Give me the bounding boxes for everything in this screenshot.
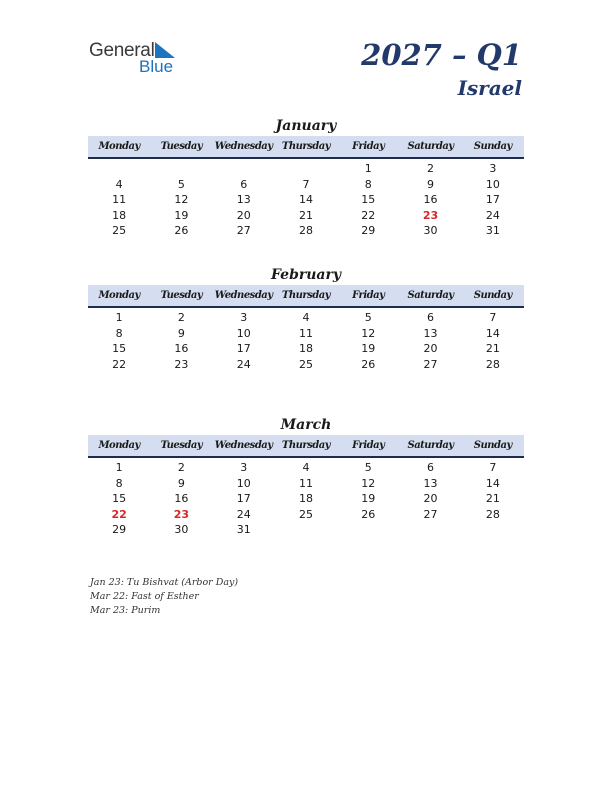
- day-cell: 24: [485, 208, 500, 222]
- day-cell: 4: [115, 177, 123, 191]
- day-cell: 16: [423, 193, 438, 207]
- day-cell: 11: [112, 193, 127, 207]
- weekday-label: Saturday: [407, 141, 454, 152]
- weekday-label: Thursday: [281, 141, 331, 152]
- day-cell: 14: [485, 326, 500, 340]
- week-row: [88, 310, 524, 326]
- day-cell: 6: [427, 461, 435, 475]
- month-title: February: [270, 267, 341, 283]
- week-row: [88, 341, 524, 357]
- week-row: [88, 177, 524, 193]
- day-cell: 26: [174, 224, 189, 238]
- day-cell: 18: [298, 342, 313, 356]
- day-cell: 27: [423, 357, 438, 371]
- day-cell: 11: [298, 476, 313, 490]
- day-cell: 8: [115, 326, 123, 340]
- day-cell: 3: [489, 162, 497, 176]
- weekday-label: Wednesday: [214, 440, 273, 451]
- week-row: [88, 161, 524, 177]
- day-cell: 26: [361, 357, 376, 371]
- weekday-label: Sunday: [473, 290, 512, 301]
- day-cell: 12: [174, 193, 189, 207]
- weekday-label: Thursday: [281, 290, 331, 301]
- day-cell: 31: [236, 523, 251, 537]
- day-cell: 27: [423, 507, 438, 521]
- day-cell: 28: [298, 224, 313, 238]
- month-title: January: [275, 118, 337, 134]
- day-cell: 17: [236, 492, 251, 506]
- day-cell: 30: [423, 224, 438, 238]
- day-cell: 2: [177, 311, 185, 325]
- day-cell: 6: [427, 311, 435, 325]
- day-cell: 10: [485, 177, 500, 191]
- day-cell: 15: [361, 193, 376, 207]
- day-cell: 19: [361, 492, 376, 506]
- day-cell: 5: [364, 311, 372, 325]
- holiday-note: Mar 22: Fast of Esther: [90, 591, 199, 602]
- day-cell: 7: [489, 311, 497, 325]
- weekday-label: Wednesday: [214, 141, 273, 152]
- weekday-label: Wednesday: [214, 290, 273, 301]
- day-cell: 13: [236, 193, 251, 207]
- week-row: [88, 507, 524, 523]
- day-cell: 13: [423, 326, 438, 340]
- weekday-label: Sunday: [473, 440, 512, 451]
- day-cell: 4: [302, 461, 310, 475]
- weekday-label: Tuesday: [160, 440, 203, 451]
- day-cell: 26: [361, 507, 376, 521]
- holiday-note: Mar 23: Purim: [90, 605, 161, 616]
- weekday-header: [88, 136, 524, 159]
- month-february: [88, 265, 524, 372]
- week-row: [88, 208, 524, 224]
- logo-text-blue: Blue: [139, 57, 174, 76]
- day-cell: 21: [298, 208, 313, 222]
- month-grid: [88, 161, 524, 239]
- day-cell: 1: [115, 311, 123, 325]
- holiday-note: Jan 23: Tu Bishvat (Arbor Day): [90, 577, 239, 588]
- day-cell: 22: [111, 507, 127, 521]
- day-cell: 17: [485, 193, 500, 207]
- day-cell: 10: [236, 326, 251, 340]
- week-row: [88, 326, 524, 342]
- day-cell: 2: [177, 461, 185, 475]
- day-cell: 25: [298, 507, 313, 521]
- day-cell: 31: [485, 224, 500, 238]
- day-cell: 20: [236, 208, 251, 222]
- month-march: [88, 415, 524, 538]
- day-cell: 22: [361, 208, 376, 222]
- week-row: [88, 192, 524, 208]
- day-cell: 7: [302, 177, 310, 191]
- day-cell: 12: [361, 476, 376, 490]
- day-cell: 22: [112, 357, 127, 371]
- weekday-label: Sunday: [473, 141, 512, 152]
- day-cell: 18: [298, 492, 313, 506]
- day-cell: 19: [361, 342, 376, 356]
- holiday-notes: [90, 576, 238, 618]
- day-cell: 9: [427, 177, 435, 191]
- day-cell: 16: [174, 342, 189, 356]
- weekday-label: Monday: [98, 440, 140, 451]
- weekday-label: Saturday: [407, 290, 454, 301]
- country-name: Israel: [457, 76, 522, 100]
- day-cell: 23: [174, 357, 189, 371]
- day-cell: 25: [112, 224, 127, 238]
- day-cell: 3: [240, 461, 248, 475]
- weekday-label: Monday: [98, 141, 140, 152]
- day-cell: 9: [177, 326, 185, 340]
- day-cell: 12: [361, 326, 376, 340]
- day-cell: 15: [112, 492, 127, 506]
- day-cell: 20: [423, 492, 438, 506]
- day-cell: 16: [174, 492, 189, 506]
- day-cell: 29: [361, 224, 376, 238]
- day-cell: 2: [427, 162, 435, 176]
- weekday-label: Tuesday: [160, 290, 203, 301]
- day-cell: 11: [298, 326, 313, 340]
- weekday-label: Friday: [352, 440, 385, 451]
- day-cell: 4: [302, 311, 310, 325]
- day-cell: 23: [173, 507, 190, 521]
- weekday-label: Tuesday: [160, 141, 203, 152]
- day-cell: 18: [112, 208, 127, 222]
- day-cell: 8: [364, 177, 372, 191]
- day-cell: 24: [236, 507, 251, 521]
- week-row: [88, 491, 524, 507]
- day-cell: 15: [112, 342, 127, 356]
- month-grid: [88, 310, 524, 372]
- logo-text-general: General: [89, 40, 155, 61]
- day-cell: 28: [485, 357, 500, 371]
- day-cell: 1: [364, 162, 372, 176]
- day-cell: 5: [177, 177, 185, 191]
- day-cell: 23: [422, 208, 439, 222]
- day-cell: 24: [236, 357, 251, 371]
- weekday-label: Saturday: [407, 440, 454, 451]
- day-cell: 28: [485, 507, 500, 521]
- day-cell: 30: [174, 523, 189, 537]
- day-cell: 19: [174, 208, 189, 222]
- day-cell: 21: [485, 342, 500, 356]
- day-cell: 1: [115, 461, 123, 475]
- day-cell: 29: [112, 523, 127, 537]
- page-title: 2027 – Q1: [361, 38, 522, 72]
- week-row: [88, 223, 524, 239]
- month-grid: [88, 460, 524, 538]
- day-cell: 13: [423, 476, 438, 490]
- day-cell: 14: [298, 193, 313, 207]
- weekday-label: Friday: [352, 141, 385, 152]
- weekday-label: Monday: [98, 290, 140, 301]
- month-title: March: [280, 417, 332, 433]
- week-row: [88, 357, 524, 373]
- day-cell: 8: [115, 476, 123, 490]
- day-cell: 6: [240, 177, 248, 191]
- week-row: [88, 460, 524, 476]
- day-cell: 25: [298, 357, 313, 371]
- week-row: [88, 522, 524, 538]
- day-cell: 14: [485, 476, 500, 490]
- week-row: [88, 476, 524, 492]
- day-cell: 5: [364, 461, 372, 475]
- weekday-header: [88, 285, 524, 308]
- day-cell: 9: [177, 476, 185, 490]
- day-cell: 17: [236, 342, 251, 356]
- month-january: [88, 116, 524, 239]
- day-cell: 20: [423, 342, 438, 356]
- weekday-header: [88, 435, 524, 458]
- weekday-label: Friday: [352, 290, 385, 301]
- weekday-label: Thursday: [281, 440, 331, 451]
- day-cell: 27: [236, 224, 251, 238]
- day-cell: 3: [240, 311, 248, 325]
- day-cell: 10: [236, 476, 251, 490]
- day-cell: 7: [489, 461, 497, 475]
- day-cell: 21: [485, 492, 500, 506]
